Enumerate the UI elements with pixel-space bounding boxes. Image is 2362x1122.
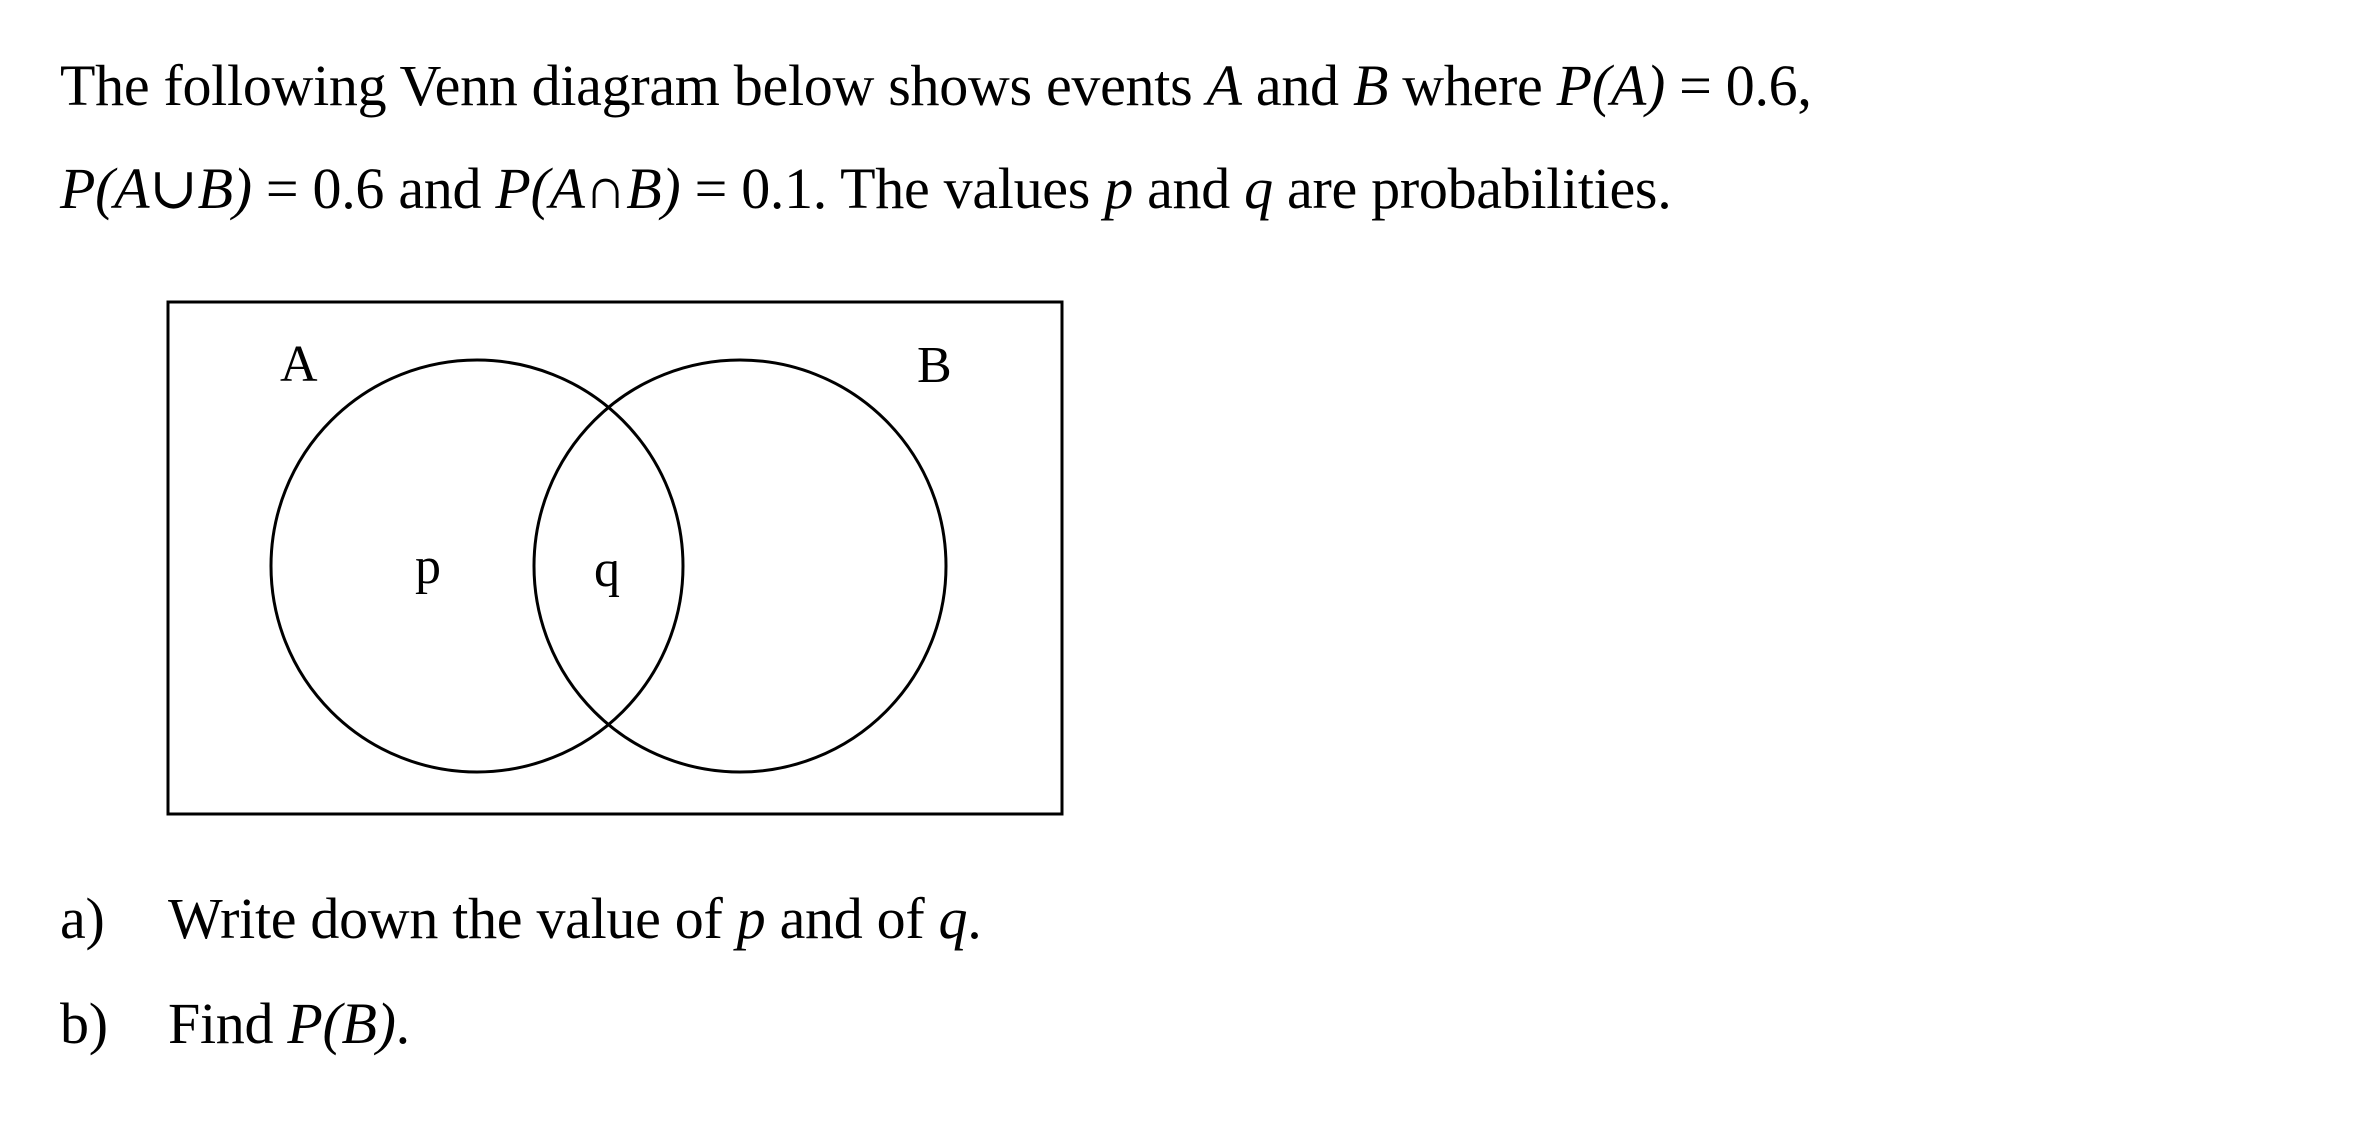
question-b-text: .: [395, 991, 410, 1056]
intro-line-1: [60, 53, 1812, 118]
q-symbol: q: [938, 886, 968, 951]
intro-text: and: [1241, 53, 1353, 118]
question-b: [60, 991, 410, 1056]
prob-union-expression: P(A∪B): [60, 156, 252, 221]
event-A-symbol: A: [1206, 53, 1242, 118]
set-B-label: B: [917, 337, 952, 394]
prob-A-value: = 0.6,: [1664, 53, 1812, 118]
prob-intersection-value: = 0.1. The values: [680, 156, 1105, 221]
intro-text: The following Venn diagram below shows events: [60, 53, 1207, 118]
prob-B-expression: P(B): [287, 991, 396, 1056]
intro-text: are probabilities.: [1272, 156, 1672, 221]
set-B-circle: [534, 360, 946, 772]
set-A-circle: [271, 360, 683, 772]
prob-union-value: = 0.6 and: [251, 156, 496, 221]
q-symbol: q: [1244, 156, 1273, 221]
question-a-text: Write down the value of: [168, 886, 737, 951]
sample-space-rectangle: [168, 302, 1062, 814]
intro-line-2: [60, 156, 1672, 221]
question-b-text: Find: [168, 991, 288, 1056]
region-intersection-label: q: [594, 541, 620, 598]
question-b-label: b): [60, 991, 108, 1056]
intro-text: where: [1388, 53, 1557, 118]
p-symbol: p: [736, 886, 766, 951]
p-symbol: p: [1104, 156, 1133, 221]
question-a-text: and of: [765, 886, 939, 951]
event-B-symbol: B: [1352, 53, 1389, 118]
set-A-label: A: [280, 336, 318, 393]
prob-A-expression: P(A): [1556, 53, 1665, 118]
question-a-label: a): [60, 886, 105, 951]
question-a-text: .: [967, 886, 982, 951]
region-A-only-label: p: [415, 538, 441, 595]
question-a: [60, 886, 982, 951]
prob-intersection-expression: P(A∩B): [495, 156, 681, 221]
intro-text: and: [1132, 156, 1245, 221]
